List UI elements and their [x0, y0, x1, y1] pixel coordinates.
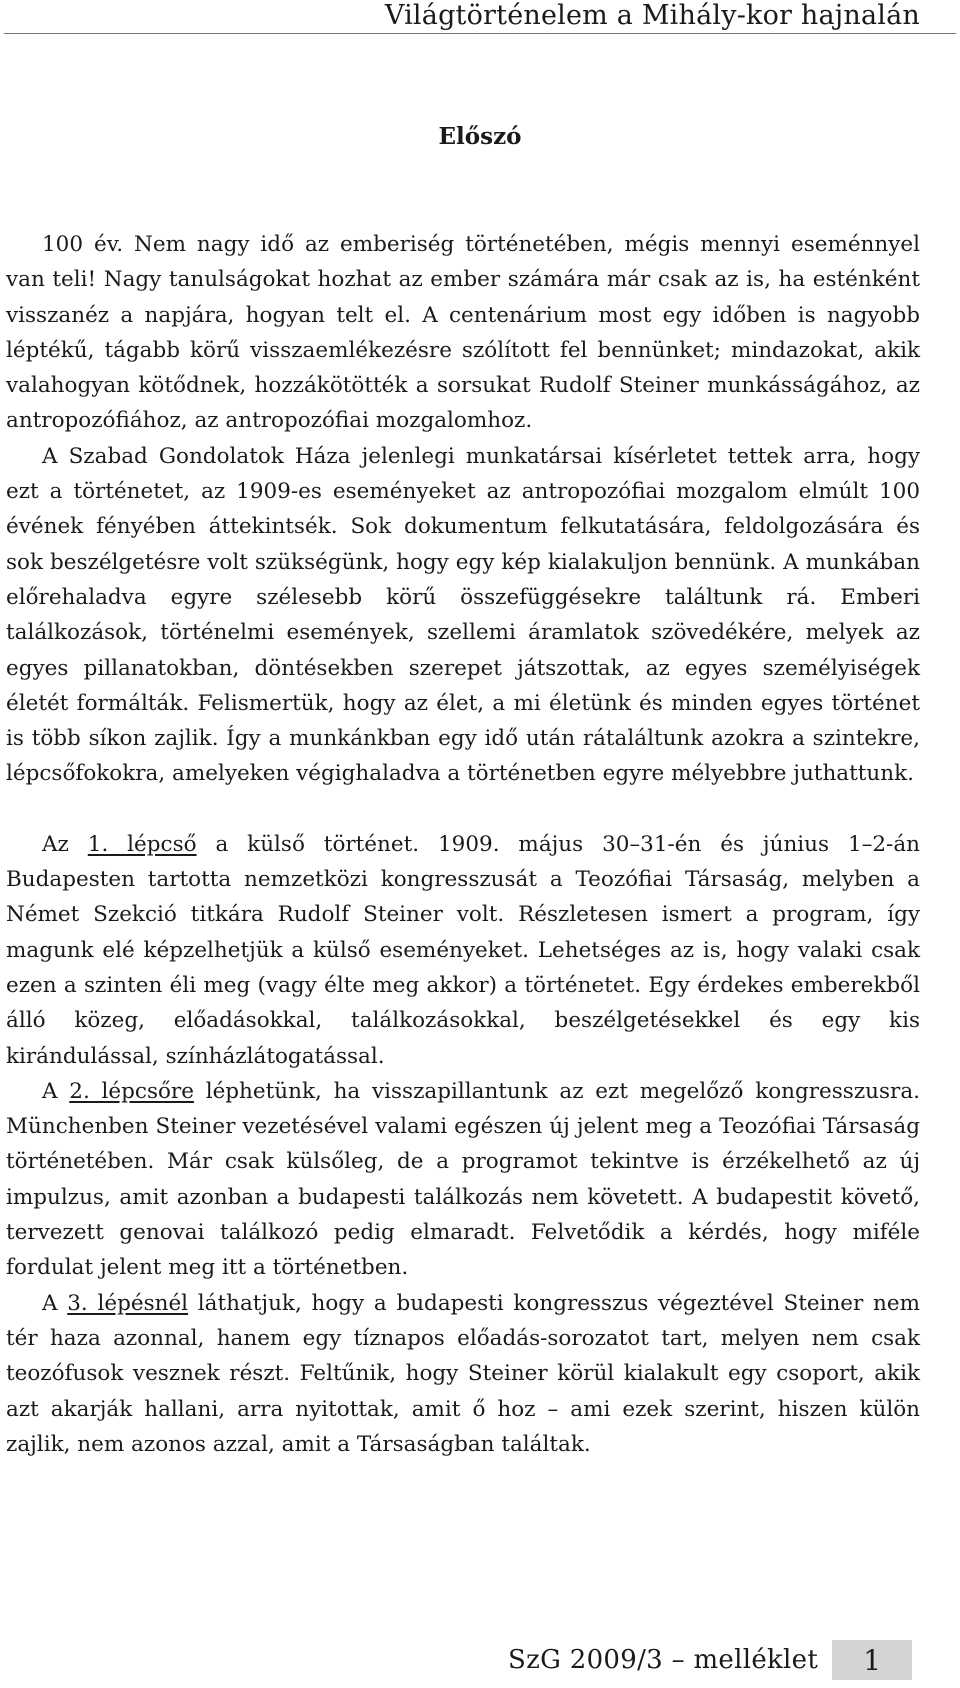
paragraph-4-text: léphetünk, ha visszapillantunk az ezt megelőző kongresszusra. Münchenben Steiner vezetésével valami egészen új jelent meg a Teozófiai Társaság történetében. Már csak külsőleg, de a programot tekintve is érzékelhető az új impulzus, amit azonban a budapesti találkozás nem követett. A budapestit követő, tervezett genovai találkozó pedig elmaradt. Felvetődik a kérdés, hogy miféle fordulat jelent meg itt a történetben. — [6, 1078, 920, 1281]
step-1-link: 1. lépcső — [87, 831, 197, 857]
paragraph-5-lead: A — [42, 1290, 68, 1316]
page-footer — [508, 1640, 912, 1680]
paragraph-5-text: láthatjuk, hogy a budapesti kongresszus végeztével Steiner nem tér haza azonnal, hanem egy tíznapos előadás-sorozatot tart, melyen nem csak teozófusok vesznek részt. Feltűnik, hogy Steiner körül kialakult egy csoport, akik azt akarják hallani, arra nyitottak, amit ő hoz – ami ezek szerint, hiszen külön zajlik, nem azonos azzal, amit a Társaságban találtak. — [6, 1290, 920, 1457]
page-title: Előszó — [438, 123, 522, 150]
paragraph-2: A Szabad Gondolatok Háza jelenlegi munkatársai kísérletet tettek arra, hogy ezt a történetet, az 1909-es eseményeket az antropozófiai mozgalom elmúlt 100 évének fényében áttekintsék. Sok dokumentum felkutatására, feldolgozására és sok beszélgetésre volt szükségünk, hogy egy kép kialakuljon bennünk. A munkában előrehaladva egyre szélesebb körű összefüggésekre találtunk rá. Emberi találkozások, történelmi események, szellemi áramlatok szövedékére, melyek az egyes pillanatokban, döntésekben szerepet játszottak, az egyes személyiségek életét formálták. Felismertük, hogy az élet, a mi életünk és minden egyes történet is több síkon zajlik. Így a munkánkban egy idő után rátaláltunk azokra a szintekre, lépcsőfokokra, amelyeken végighaladva a történetben egyre mélyebbre juthattunk. — [6, 443, 920, 787]
paragraph-3 — [6, 827, 920, 1074]
paragraph-3-lead: Az — [42, 831, 88, 857]
paragraph-5 — [6, 1286, 920, 1462]
paragraph-1: 100 év. Nem nagy idő az emberiség történetében, mégis mennyi eseménnyel van teli! Nagy tanulságokat hozhat az ember számára már csak az is, ha esténként visszanéz a napjára, hogyan telt el. A centenárium most egy időben is nagyobb léptékű, tágabb körű visszaemlékezésre szólított fel bennünket; mindazokat, akik valahogyan kötődnek, hozzákötötték a sorsukat Rudolf Steiner munkásságához, az antropozófiához, az antropozófiai mozgalomhoz. — [6, 232, 920, 434]
running-header-title: Világtörténelem a Mihály-kor hajnalán — [384, 0, 920, 31]
header-divider — [4, 33, 956, 34]
paragraph-4-lead: A — [42, 1078, 70, 1104]
step-2-link: 2. lépcsőre — [69, 1078, 194, 1104]
step-3-link: 3. lépésnél — [67, 1290, 189, 1316]
paragraph-4 — [6, 1074, 920, 1286]
body-text — [6, 227, 920, 1462]
paragraph-3-text: a külső történet. 1909. május 30–31-én és június 1–2-án Budapesten tartotta nemzetközi kongresszusát a Teozófiai Társaság, melyben a Német Szekció titkára Rudolf Steiner volt. Részletesen ismert a program, így magunk elé képzelhetjük a külső eseményeket. Lehetséges az is, hogy valaki csak ezen a szinten éli meg (vagy élte meg akkor) a történetet. Egy érdekes emberekből álló közeg, előadásokkal, találkozásokkal, beszélgetésekkel és egy kis kirándulással, színházlátogatással. — [6, 831, 920, 1069]
footer-publication-label: SzG 2009/3 – melléklet — [508, 1645, 819, 1675]
page-number: 1 — [832, 1640, 912, 1680]
